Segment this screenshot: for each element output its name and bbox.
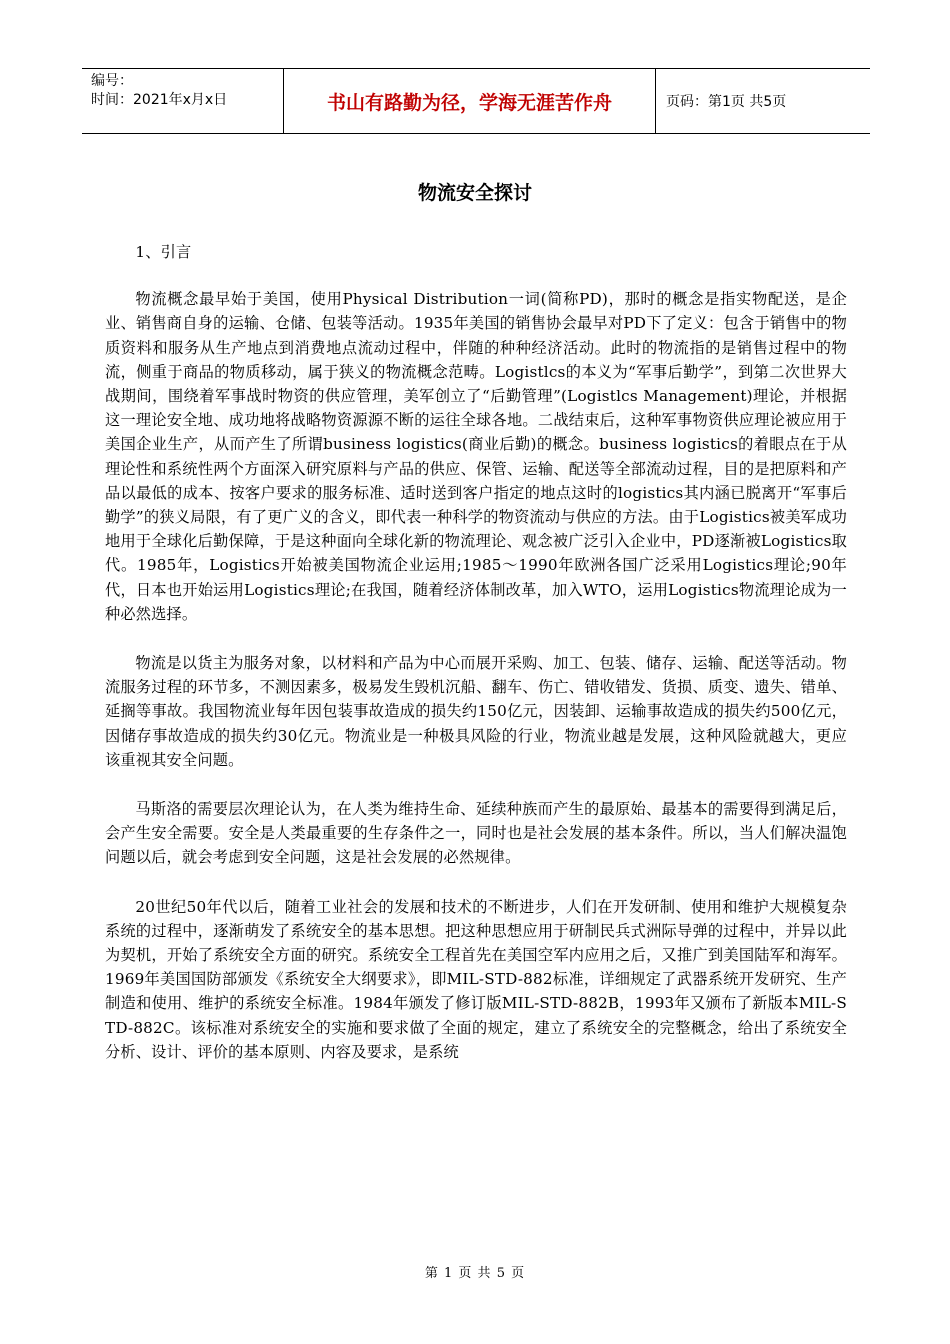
header-meta <box>82 69 283 133</box>
paragraph-4: 20世纪50年代以后，随着工业社会的发展和技术的不断进步，人们在开发研制、使用和维护大规模复杂系统的过程中，逐渐萌发了系统安全的基本思想。把这种思想应用于研制民兵式洲际导弹的过程中，并异以此为契机，开始了系统安全方面的研究。系统安全工程首先在美国空军内应用之后，又推广到美国陆军和海军。1969年美国国防部颁发《系统安全大纲要求》，即MIL-STD-882标准，详细规定了武器系统开发研究、生产制造和使用、维护的系统安全标准。1984年颁发了修订版MIL-STD-882B，1993年又颁布了新版本MIL-STD-882C。该标准对系统安全的实施和要求做了全面的规定，建立了系统安全的完整概念，给出了系统安全分析、设计、评价的基本原则、内容及要求，是系统 <box>105 897 847 1061</box>
header-motto: 书山有路勤为径，学海无涯苦作舟 <box>283 69 656 133</box>
paragraph-1: 物流概念最早始于美国，使用Physical Distribution一词(简称PD)，那时的概念是指实物配送，是企业、销售商自身的运输、仓储、包装等活动。1935年美国的销售协会最早对PD下了定义：包含于销售中的物质资料和服务从生产地点到消费地点流动过程中，伴随的种种经济活动。此时的物流指的是销售过程中的物流，侧重于商品的物质移动，属于狭义的物流概念范畴。Logistlcs的本义为“军事后勤学”，到第二次世界大战期间，围绕着军事战时物资的供应管理，美军创立了“后勤管理”(Logistlcs Management)理论，并根据这一理论安全地、成功地将战略物资源源不断的运往全球各地。二战结束后，这种军事物资供应理论被应用于美国企业生产，从而产生了所谓business logistics(商业后勤)的概念。business logistics的着眼点在于从理论性和系统性两个方面深入研究原料与产品的供应、保管、运输、配送等全部流动过程，目的是把原料和产品以最低的成本、按客户要求的服务标准、适时送到客户指定的地点这时的logistics其内涵已脱离开“军事后勤学”的狭义局限，有了更广义的含义，即代表一种科学的物资流动与供应的方法。由于Logistics被美军成功地用于全球化后勤保障，于是这种面向全球化新的物流理论、观念被广泛引入企业中，PD逐渐被Logistics取代。1985年，Logistics开始被美国物流企业运用;1985～1990年欧洲各国广泛采用Logistics理论;90年代，日本也开始运用Logistics理论;在我国，随着经济体制改革，加入WTO，运用Logistics物流理论成为一种必然选择。 <box>105 290 847 623</box>
page-header <box>82 68 870 134</box>
document-number-label: 编号： <box>91 73 133 89</box>
section-heading: 1、引言 <box>135 243 192 261</box>
document-title: 物流安全探讨 <box>417 182 532 204</box>
paragraph-2: 物流是以货主为服务对象，以材料和产品为中心而展开采购、加工、包装、储存、运输、配送等活动。物流服务过程的环节多，不测因素多，极易发生毁机沉船、翻车、伤亡、错收错发、货损、质变、遗失、错单、延搁等事故。我国物流业每年因包装事故造成的损失约150亿元，因装卸、运输事故造成的损失约500亿元，因储存事故造成的损失约30亿元。物流业是一种极具风险的行业，物流业越是发展，这种风险就越大，更应该重视其安全问题。 <box>105 654 847 769</box>
document-body <box>105 240 847 1089</box>
paragraph-3: 马斯洛的需要层次理论认为，在人类为维持生命、延续种族而产生的最原始、最基本的需要得到满足后，会产生安全需要。安全是人类最重要的生存条件之一，同时也是社会发展的基本条件。所以，当人们解决温饱问题以后，就会考虑到安全问题，这是社会发展的必然规律。 <box>105 800 847 867</box>
header-page-info: 页码：第1页 共5页 <box>666 94 787 110</box>
page-footer: 第 1 页 共 5 页 <box>424 1266 526 1281</box>
document-date: 时间：2021年x月x日 <box>91 92 228 108</box>
